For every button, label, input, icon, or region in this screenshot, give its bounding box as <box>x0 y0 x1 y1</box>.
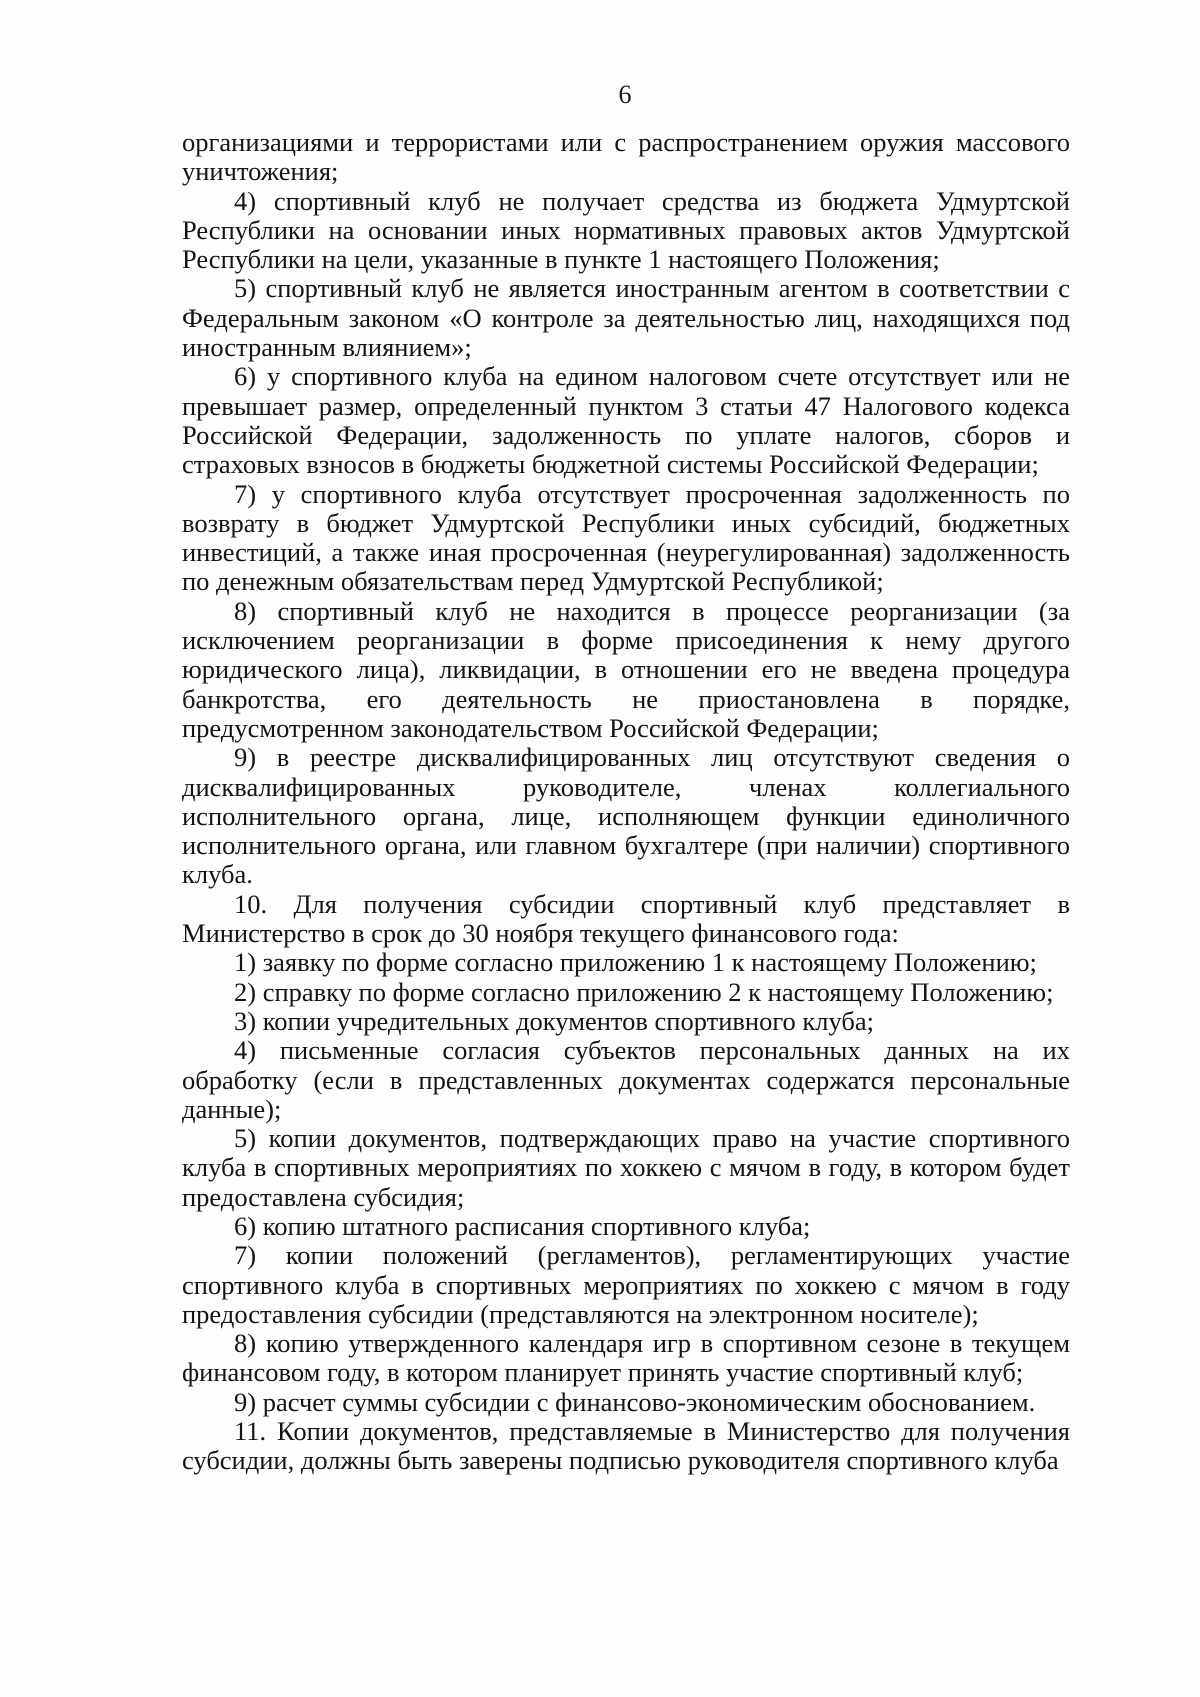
list-item-2: 2) справку по форме согласно приложению 2 к настоящему Положению; <box>234 976 1054 1007</box>
list-item-7: 7) копии положений (регламентов), регламентирующих участие спортивного клуба в спортивных мероприятиях по хоккею с мячом в году предоставления субсидии (представляются на электронном носителе); <box>182 1240 1070 1329</box>
paragraph-item-8: 8) спортивный клуб не находится в процессе реорганизации (за исключением реорганизации в форме присоединения к нему другого юридического лица), ликвидации, в отношении его не введена процедура банкротства, его деятельность не приостановлена в порядке, предусмотренном законодательством Российской Федерации; <box>182 595 1070 743</box>
paragraph-clause-11: 11. Копии документов, представляемые в Министерство для получения субсидии, должны быть заверены подписью руководителя спортивного клуба <box>182 1416 1070 1476</box>
paragraph-item-7: 7) у спортивного клуба отсутствует просроченная задолженность по возврату в бюджет Удмуртской Республики иных субсидий, бюджетных инвестиций, а также иная просроченная (неурегулированная) задолженность по денежным обязательствам перед Удмуртской Республикой; <box>182 478 1070 597</box>
list-item-9: 9) расчет суммы субсидии с финансово-экономическим обоснованием. <box>234 1386 1036 1417</box>
list-item-1: 1) заявку по форме согласно приложению 1 к настоящему Положению; <box>234 947 1037 978</box>
document-body <box>182 128 1070 1476</box>
paragraph-clause-10: 10. Для получения субсидии спортивный клуб представляет в Министерство в срок до 30 ноября текущего финансового года: <box>182 888 1070 949</box>
page-number: 6 <box>618 80 632 109</box>
list-item-6: 6) копию штатного расписания спортивного клуба; <box>234 1210 811 1241</box>
paragraph-item-9: 9) в реестре дисквалифицированных лиц отсутствуют сведения о дисквалифицированных руководителе, членах коллегиального исполнительного органа, лице, исполняющем функции единоличного исполнительного органа, или главном бухгалтере (при наличии) спортивного клуба. <box>182 742 1070 890</box>
list-item-4: 4) письменные согласия субъектов персональных данных на их обработку (если в представленных документах содержатся персональные данные); <box>182 1035 1070 1124</box>
paragraph-item-6: 6) у спортивного клуба на едином налоговом счете отсутствует или не превышает размер, определенный пунктом 3 статьи 47 Налогового кодекса Российской Федерации, задолженность по уплате налогов, сборов и страховых взносов в бюджеты бюджетной системы Российской Федерации; <box>182 361 1070 480</box>
list-item-3: 3) копии учредительных документов спортивного клуба; <box>234 1005 875 1036</box>
list-item-5: 5) копии документов, подтверждающих право на участие спортивного клуба в спортивных мероприятиях по хоккею с мячом в году, в котором будет предоставлена субсидия; <box>182 1123 1070 1212</box>
paragraph-item-4: 4) спортивный клуб не получает средства из бюджета Удмуртской Республики на основании иных нормативных правовых актов Удмуртской Республики на цели, указанные в пункте 1 настоящего Положения; <box>182 185 1070 275</box>
paragraph-continuation: организациями и террористами или с распространением оружия массового уничтожения; <box>182 127 1070 187</box>
paragraph-item-5: 5) спортивный клуб не является иностранным агентом в соответствии с Федеральным законом «О контроле за деятельностью лиц, находящихся под иностранным влиянием»; <box>182 273 1070 363</box>
list-item-8: 8) копию утвержденного календаря игр в спортивном сезоне в текущем финансовом году, в котором планирует принять участие спортивный клуб; <box>182 1328 1070 1388</box>
